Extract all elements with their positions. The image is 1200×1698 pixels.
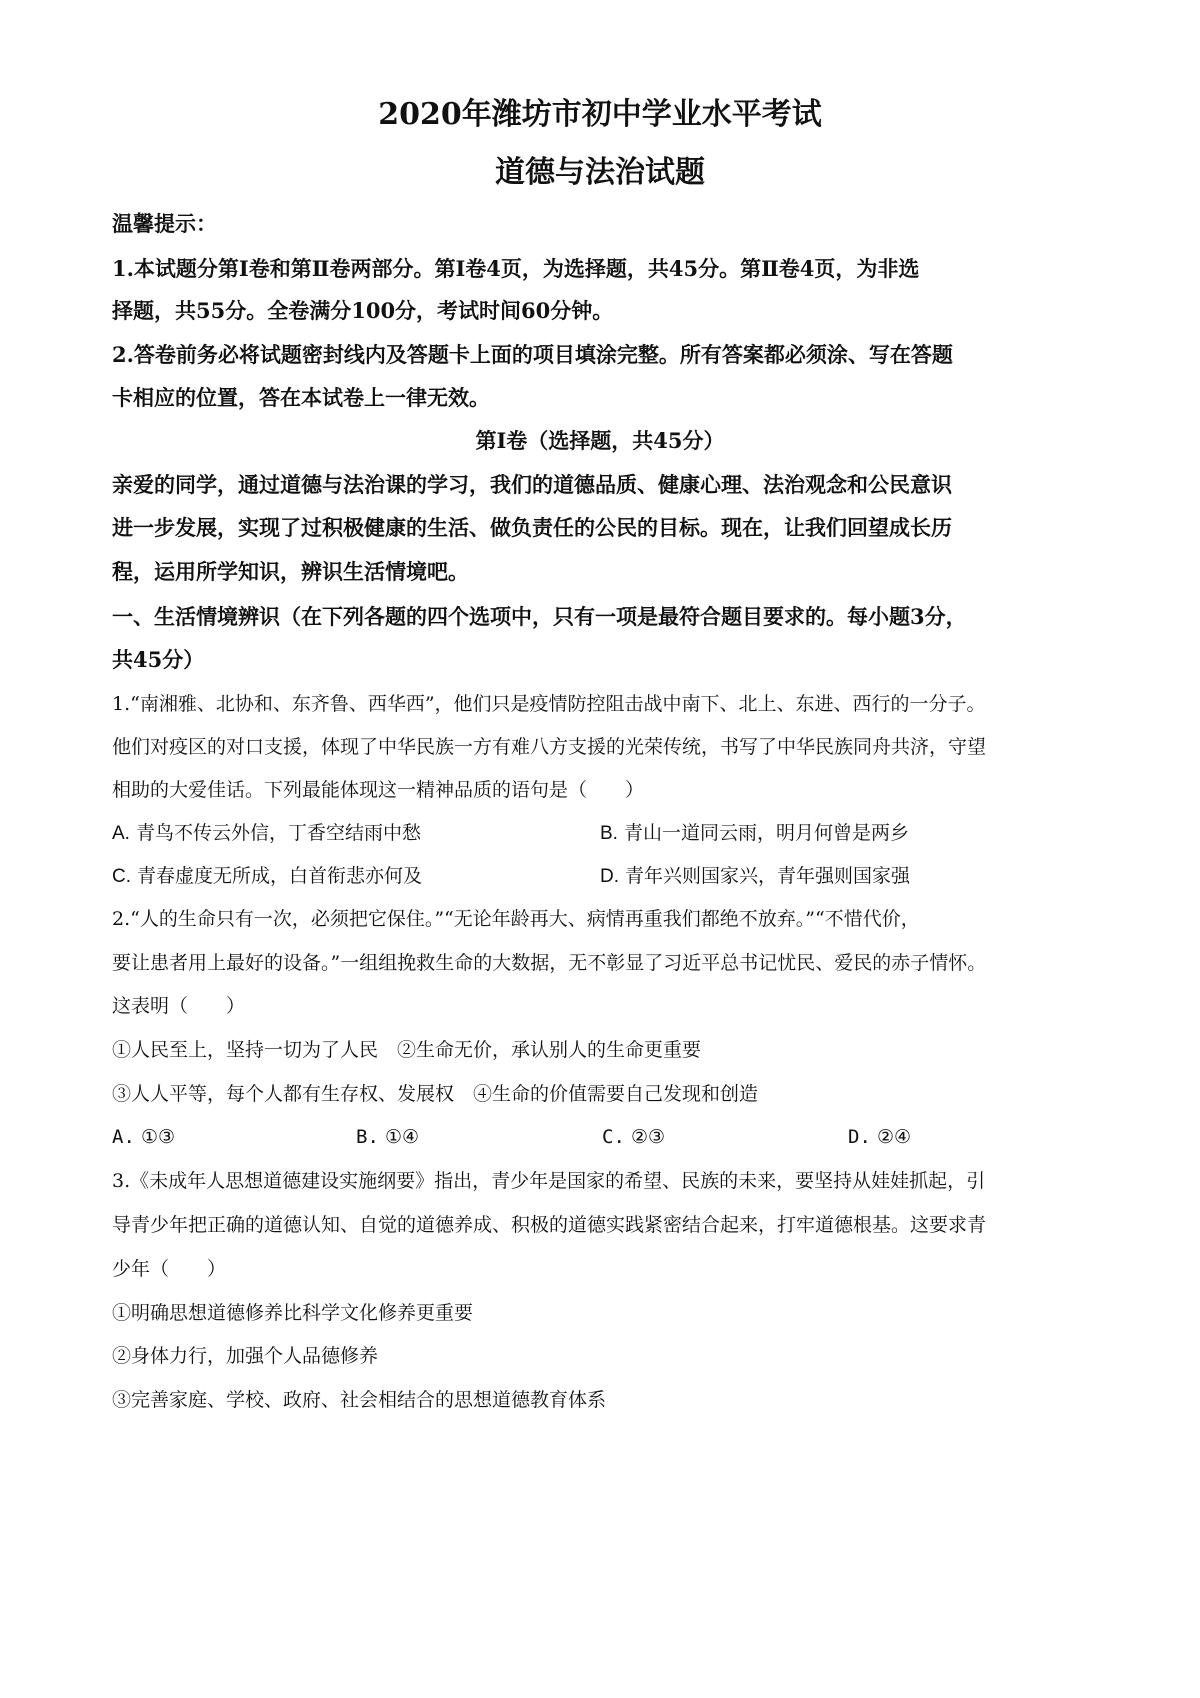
question-2-option-c bbox=[602, 1123, 665, 1151]
question-3-line-2: 导青少年把正确的道德认知、自觉的道德养成、积极的道德实践紧密结合起来，打牢道德根基。这要求青 bbox=[112, 1214, 987, 1236]
question-3-statement-3: ③完善家庭、学校、政府、社会相结合的思想道德教育体系 bbox=[112, 1389, 607, 1411]
option-text: 青鸟不传云外信，丁香空结雨中愁 bbox=[136, 822, 422, 844]
question-2-option-b bbox=[356, 1123, 419, 1151]
option-label: C. bbox=[112, 866, 131, 887]
tips-item-2-line-1: 2.答卷前务必将试题密封线内及答题卡上面的项目填涂完整。所有答案都必须涂、写在答题 bbox=[112, 342, 953, 367]
question-1-line-3: 相助的大爱佳话。下列最能体现这一精神品质的语句是（ ） bbox=[112, 779, 645, 801]
question-3-statement-2: ②身体力行，加强个人品德修养 bbox=[112, 1345, 379, 1367]
option-text: ②③ bbox=[630, 1126, 666, 1148]
exam-title: 2020年潍坊市初中学业水平考试 bbox=[378, 97, 822, 132]
section-1-intro-line-3: 程，运用所学知识，辨识生活情境吧。 bbox=[112, 559, 469, 584]
section-1-intro-line-1: 亲爱的同学，通过道德与法治课的学习，我们的道德品质、健康心理、法治观念和公民意识 bbox=[112, 472, 952, 497]
option-label: B. bbox=[356, 1126, 379, 1148]
tips-item-2-line-2: 卡相应的位置，答在本试卷上一律无效。 bbox=[112, 385, 490, 410]
question-2-line-3: 这表明（ ） bbox=[112, 995, 246, 1017]
option-label: A. bbox=[112, 823, 130, 844]
question-2-line-1: 2.“人的生命只有一次，必须把它保住。”“无论年龄再大、病情再重我们都绝不放弃。”“不惜代价， bbox=[112, 908, 920, 930]
option-text: 青山一道同云雨，明月何曾是两乡 bbox=[624, 822, 910, 844]
question-3-line-1: 3.《未成年人思想道德建设实施纲要》指出，青少年是国家的希望、民族的未来，要坚持从娃娃抓起，引 bbox=[112, 1170, 986, 1192]
question-2-statements-line-1: ①人民至上，坚持一切为了人民 ②生命无价，承认别人的生命更重要 bbox=[112, 1039, 702, 1061]
question-2-statements-line-2: ③人人平等，每个人都有生存权、发展权 ④生命的价值需要自己发现和创造 bbox=[112, 1083, 759, 1105]
tips-heading: 温馨提示： bbox=[112, 211, 217, 236]
option-text: ①④ bbox=[384, 1126, 420, 1148]
option-label: C. bbox=[602, 1126, 625, 1148]
section-1-intro-line-2: 进一步发展，实现了过积极健康的生活、做负责任的公民的目标。现在，让我们回望成长历 bbox=[112, 515, 952, 540]
option-label: D. bbox=[600, 866, 619, 887]
question-1-option-d bbox=[600, 862, 910, 891]
question-1-line-1: 1.“南湘雅、北协和、东齐鲁、西华西”，他们只是疫情防控阻击战中南下、北上、东进、西行的一分子。 bbox=[112, 693, 986, 715]
tips-item-1-line-1: 1.本试题分第Ⅰ卷和第Ⅱ卷两部分。第Ⅰ卷4页，为选择题，共45分。第Ⅱ卷4页，为非选 bbox=[112, 256, 920, 281]
question-1-line-2: 他们对疫区的对口支援，体现了中华民族一方有难八方支援的光荣传统，书写了中华民族同舟共济，守望 bbox=[112, 736, 987, 758]
option-label: D. bbox=[848, 1126, 871, 1148]
part-1-heading-line-2: 共45分） bbox=[112, 647, 205, 672]
question-2-option-d bbox=[848, 1123, 911, 1151]
exam-subject-title: 道德与法治试题 bbox=[495, 155, 705, 190]
question-3-statement-1: ①明确思想道德修养比科学文化修养更重要 bbox=[112, 1302, 474, 1324]
question-1-option-c bbox=[112, 862, 422, 891]
section-1-heading: 第Ⅰ卷（选择题，共45分） bbox=[475, 428, 725, 453]
question-1-option-b bbox=[600, 819, 909, 848]
option-label: A. bbox=[112, 1126, 135, 1148]
part-1-heading-line-1: 一、生活情境辨识（在下列各题的四个选项中，只有一项是最符合题目要求的。每小题3分， bbox=[112, 604, 967, 629]
question-2-line-2: 要让患者用上最好的设备。”一组组挽救生命的大数据，无不彰显了习近平总书记忧民、爱民的赤子情怀。 bbox=[112, 952, 987, 974]
option-text: ②④ bbox=[876, 1126, 912, 1148]
option-text: 青春虚度无所成，白首衔悲亦何及 bbox=[137, 865, 423, 887]
option-text: 青年兴则国家兴，青年强则国家强 bbox=[625, 865, 911, 887]
tips-item-1-line-2: 择题，共55分。全卷满分100分，考试时间60分钟。 bbox=[112, 298, 614, 323]
question-3-line-3: 少年（ ） bbox=[112, 1258, 227, 1280]
question-1-option-a bbox=[112, 819, 421, 848]
question-2-option-a bbox=[112, 1123, 175, 1151]
option-label: B. bbox=[600, 823, 618, 844]
option-text: ①③ bbox=[140, 1126, 176, 1148]
